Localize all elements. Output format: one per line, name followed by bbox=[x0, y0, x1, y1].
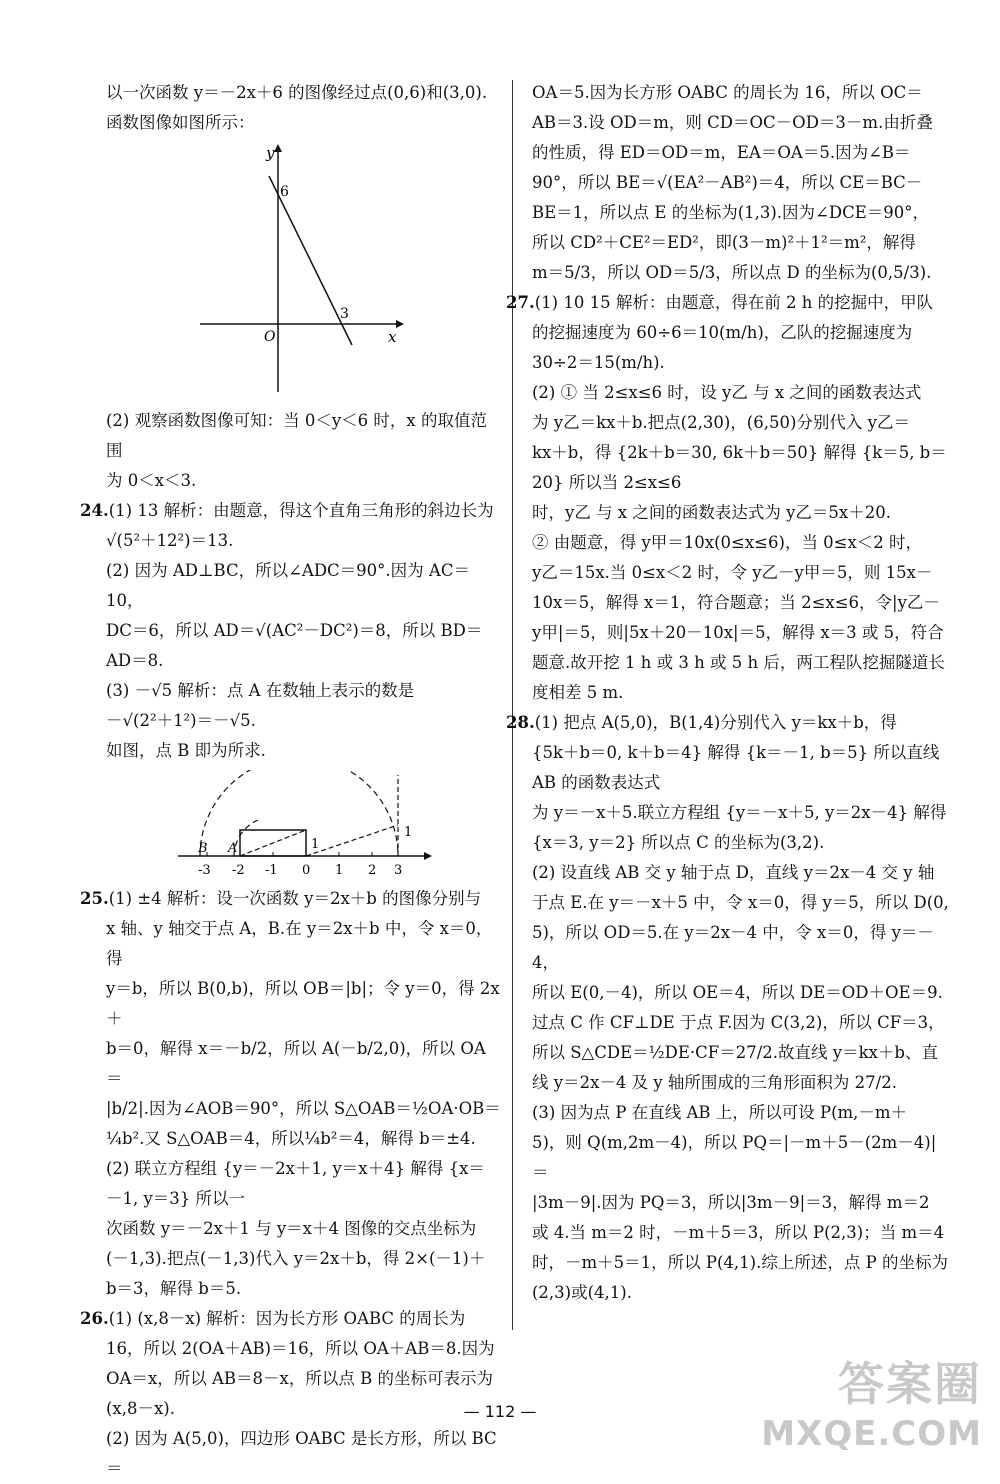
x-intercept-label: 3 bbox=[340, 306, 349, 322]
question-number: 27. bbox=[506, 293, 535, 312]
text-line: 所以 E(0,－4)，所以 OE＝4，所以 DE＝OD＋OE＝9. bbox=[532, 983, 943, 1002]
text-line: ② 由题意，得 y甲＝10x(0≤x≤6)，当 0≤x＜2 时， bbox=[532, 533, 923, 552]
left-column bbox=[80, 78, 501, 1484]
text-line: 过点 C 作 CF⊥DE 于点 F.因为 C(3,2)，所以 CF＝3， bbox=[532, 1013, 945, 1032]
text-line: 5)，所以 OD＝5.在 y＝2x－4 中，令 x＝0，得 y＝－4， bbox=[532, 923, 934, 972]
text-line: (3) －√5 解析：点 A 在数轴上表示的数是 bbox=[106, 681, 415, 700]
tick-label: -3 bbox=[198, 863, 211, 878]
text-line: AB＝3.设 OD＝m，则 CD＝OC－OD＝3－m.由折叠 bbox=[532, 113, 933, 132]
text-line: (1) 把点 A(5,0)，B(1,4)分别代入 y＝kx＋b，得 bbox=[534, 713, 897, 732]
text-line: 或 4.当 m＝2 时，－m＋5＝3，所以 P(2,3)；当 m＝4 bbox=[532, 1223, 945, 1242]
text-line: {x＝3, y＝2} 所以点 C 的坐标为(3,2). bbox=[532, 833, 825, 852]
tick-label: 0 bbox=[302, 863, 311, 878]
text-line: 如图，点 B 即为所求. bbox=[106, 741, 266, 760]
right-column bbox=[506, 78, 952, 1308]
point-A-label: A bbox=[228, 841, 238, 856]
x-axis-label: x bbox=[388, 328, 397, 346]
text-line: 线 y＝2x－4 及 y 轴所围成的三角形面积为 27/2. bbox=[532, 1073, 897, 1092]
tick-label: -2 bbox=[232, 863, 245, 878]
text-line: DC＝6，所以 AD＝√(AC²－DC²)＝8，所以 BD＝ bbox=[106, 621, 483, 640]
text-line: 16，所以 2(OA＋AB)＝16，所以 OA＋AB＝8.因为 bbox=[106, 1339, 495, 1358]
text-line: OA＝x，所以 AB＝8－x，所以点 B 的坐标可表示为 bbox=[106, 1369, 493, 1388]
text-line: (2) 因为 AD⊥BC，所以∠ADC＝90°.因为 AC＝10， bbox=[106, 561, 470, 610]
x-axis-arrow bbox=[396, 320, 404, 328]
tick-label: 3 bbox=[394, 863, 403, 878]
text-line: 题意.故开挖 1 h 或 3 h 或 5 h 后，两工程队挖掘隧道长 bbox=[532, 653, 945, 672]
dashed-hypotenuse bbox=[306, 825, 398, 856]
text-line: 所以 S△CDE＝½DE·CF＝27/2.故直线 y＝kx＋b、直 bbox=[532, 1043, 938, 1062]
rect-side-label: 1 bbox=[311, 837, 320, 852]
text-line: 30÷2＝15(m/h). bbox=[532, 353, 665, 372]
watermark bbox=[761, 1348, 982, 1454]
text-line: (3) 因为点 P 在直线 AB 上，所以可设 P(m,－m＋ bbox=[532, 1103, 908, 1122]
text-line: 次函数 y＝－2x＋1 与 y＝x＋4 图像的交点坐标为 bbox=[106, 1219, 477, 1238]
text-line: x 轴、y 轴交于点 A，B.在 y＝2x＋b 中，令 x＝0，得 bbox=[106, 919, 493, 968]
text-line: |b/2|.因为∠AOB＝90°，所以 S△OAB＝½OA·OB＝ bbox=[106, 1099, 501, 1118]
y-intercept-label: 6 bbox=[280, 184, 289, 200]
question-number: 26. bbox=[80, 1309, 109, 1328]
text-line: 所以 CD²＋CE²＝ED²，即(3－m)²＋1²＝m²，解得 bbox=[532, 233, 916, 252]
tick-label: 2 bbox=[368, 863, 377, 878]
text-line: 度相差 5 m. bbox=[532, 683, 624, 702]
text-line: 的性质，得 ED＝OD＝m，EA＝OA＝5.因为∠B＝ bbox=[532, 143, 911, 162]
text-line: 10x＝5，解得 x＝1，符合题意；当 2≤x≤6，令|y乙－ bbox=[532, 593, 940, 612]
text-line: ¼b².又 S△OAB＝4，所以¼b²＝4，解得 b＝±4. bbox=[106, 1129, 476, 1148]
text-line: m＝5/3，所以 OD＝5/3，所以点 D 的坐标为(0,5/3). bbox=[532, 263, 932, 282]
text-line: (2) 观察函数图像可知：当 0＜y＜6 时，x 的取值范围 bbox=[106, 411, 487, 460]
text-line: (1) (x,8－x) 解析：因为长方形 OABC 的周长为 bbox=[108, 1309, 466, 1328]
text-line: 时，y乙 与 x 之间的函数表达式为 y乙＝5x＋20. bbox=[532, 503, 891, 522]
page-number: — 112 — bbox=[463, 1402, 537, 1421]
text-line: (2) ① 当 2≤x≤6 时，设 y乙 与 x 之间的函数表达式 bbox=[532, 383, 922, 402]
linear-function-graph bbox=[106, 142, 406, 402]
question-number: 25. bbox=[80, 889, 109, 908]
text-line: 90°，所以 BE＝√(EA²－AB²)＝4，所以 CE＝BC－ bbox=[532, 173, 923, 192]
y-axis-label: y bbox=[266, 144, 275, 162]
text-line: 为 0＜x＜3. bbox=[106, 471, 197, 490]
text-line: 的挖掘速度为 60÷6＝10(m/h)，乙队的挖掘速度为 bbox=[532, 323, 913, 342]
point-B-label: B bbox=[198, 841, 208, 856]
text-line: (1) ±4 解析：设一次函数 y＝2x＋b 的图像分别与 bbox=[108, 889, 482, 908]
y-axis-arrow bbox=[274, 144, 282, 152]
text-line: 以一次函数 y＝－2x＋6 的图像经过点(0,6)和(3,0). bbox=[106, 83, 488, 102]
column-divider bbox=[512, 80, 513, 1330]
small-arc bbox=[234, 820, 258, 856]
tick-label: 1 bbox=[335, 863, 344, 878]
text-line: b＝3，解得 b＝5. bbox=[106, 1279, 242, 1298]
question-number: 24. bbox=[80, 501, 109, 520]
text-line: OA＝5.因为长方形 OABC 的周长为 16，所以 OC＝ bbox=[532, 83, 923, 102]
text-line: kx＋b，得 {2k＋b＝30, 6k＋b＝50} 解得 {k＝5, b＝20} 所以当 2≤x≤6 bbox=[532, 443, 947, 492]
text-line: (－1,3).把点(－1,3)代入 y＝2x＋b，得 2×(－1)＋ bbox=[106, 1249, 486, 1268]
text-line: y甲|＝5，则|5x＋20－10x|＝5，解得 x＝3 或 5，符合 bbox=[532, 623, 944, 642]
text-line: 时，－m＋5＝1，所以 P(4,1).综上所述，点 P 的坐标为 bbox=[532, 1253, 948, 1272]
text-line: (x,8－x). bbox=[106, 1399, 175, 1418]
text-line: (1) 13 解析：由题意，得这个直角三角形的斜边长为 bbox=[108, 501, 494, 520]
number-line-figure bbox=[106, 770, 436, 880]
text-line: 为 y乙＝kx＋b.把点(2,30)，(6,50)分别代入 y乙＝ bbox=[532, 413, 910, 432]
text-line: (2,3)或(4,1). bbox=[532, 1283, 632, 1302]
text-line: 函数图像如图所示： bbox=[106, 113, 255, 132]
text-line: －√(2²＋1²)＝－√5. bbox=[106, 711, 256, 730]
text-line: y＝b，所以 B(0,b)，所以 OB＝|b|；令 y＝0，得 2x＋ bbox=[106, 979, 500, 1028]
text-line: b＝0，解得 x＝－b/2，所以 A(－b/2,0)，所以 OA＝ bbox=[106, 1039, 486, 1088]
question-number: 28. bbox=[506, 713, 535, 732]
tick-label: -1 bbox=[265, 863, 278, 878]
text-line: (2) 设直线 AB 交 y 轴于点 D，直线 y＝2x－4 交 y 轴 bbox=[532, 863, 935, 882]
text-line: 5)，则 Q(m,2m－4)，所以 PQ＝|－m＋5－(2m－4)|＝ bbox=[532, 1133, 937, 1182]
text-line: (1) 10 15 解析：由题意，得在前 2 h 的挖掘中，甲队 bbox=[534, 293, 934, 312]
text-line: (2) 因为 A(5,0)，四边形 OABC 是长方形，所以 BC＝ bbox=[106, 1429, 497, 1478]
number-axis-arrow bbox=[424, 852, 432, 860]
watermark-logo-text: 答案圈 bbox=[838, 1357, 982, 1411]
text-line: y乙＝15x.当 0≤x＜2 时，令 y乙－y甲＝5，则 15x－ bbox=[532, 563, 933, 582]
text-line: 于点 E.在 y＝－x＋5 中，令 x＝0，得 y＝5，所以 D(0, bbox=[532, 893, 949, 912]
text-line: {5k＋b＝0, k＋b＝4} 解得 {k＝－1, b＝5} 所以直线 AB 的函数表达式 bbox=[532, 743, 940, 792]
text-line: √(5²＋12²)＝13. bbox=[106, 531, 234, 550]
text-line: (2) 联立方程组 {y＝－2x＋1, y＝x＋4} 解得 {x＝－1, y＝3} 所以一 bbox=[106, 1159, 485, 1208]
watermark-url: MXQE.COM bbox=[761, 1414, 982, 1454]
vertical-side-label: 1 bbox=[404, 825, 413, 840]
text-line: |3m－9|.因为 PQ＝3，所以|3m－9|＝3，解得 m＝2 bbox=[532, 1193, 930, 1212]
text-line: 为 y＝－x＋5.联立方程组 {y＝－x＋5, y＝2x－4} 解得 bbox=[532, 803, 947, 822]
origin-label: O bbox=[264, 329, 276, 345]
text-line: BE＝1，所以点 E 的坐标为(1,3).因为∠DCE＝90°， bbox=[532, 203, 930, 222]
text-line: AD＝8. bbox=[106, 651, 164, 670]
